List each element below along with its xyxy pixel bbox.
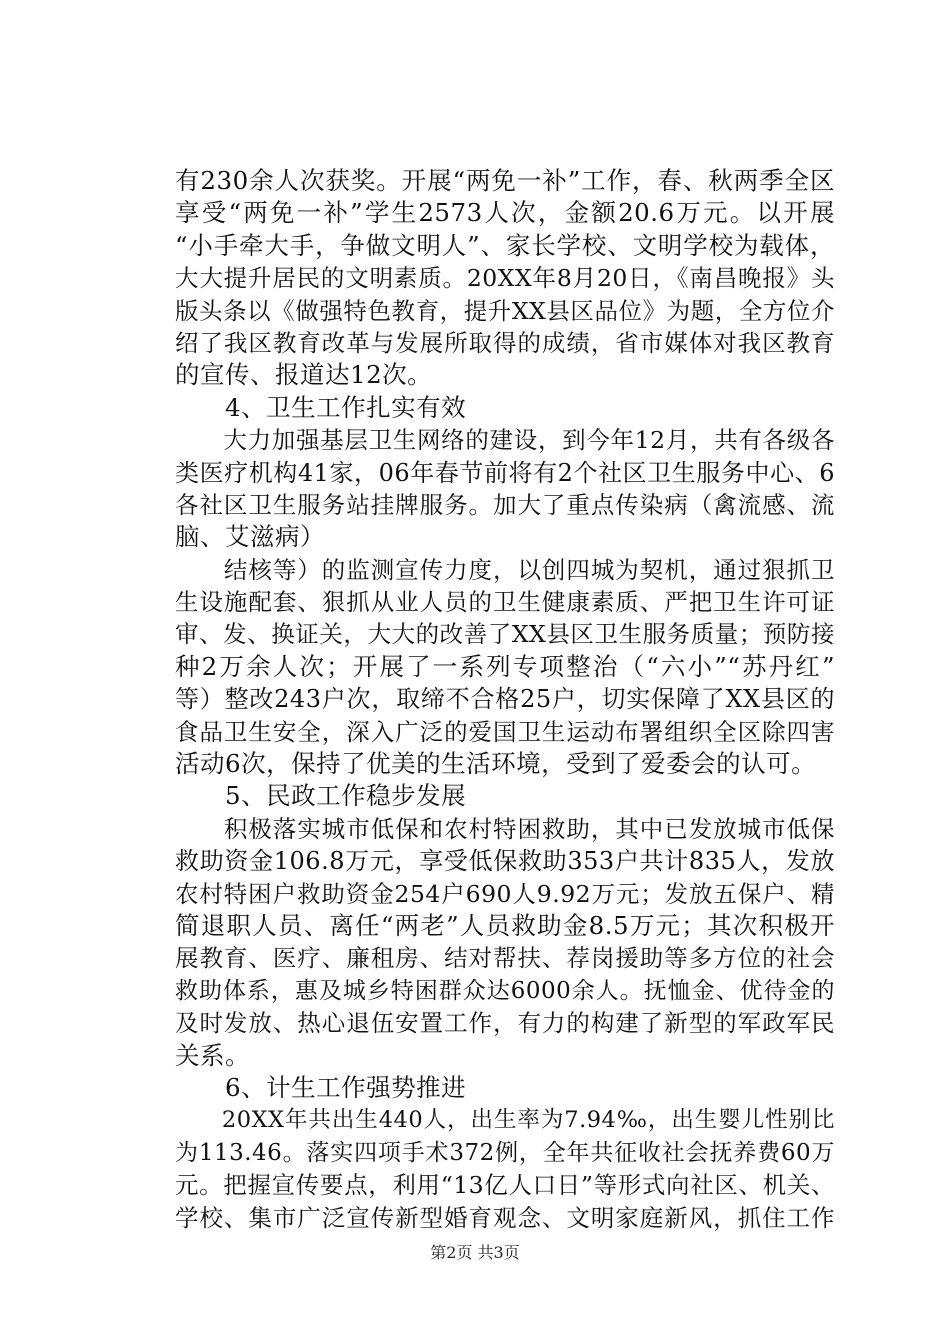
document-line: 的宣传、报道达12次。 (175, 360, 433, 390)
document-line: 救助资金106.8万元，享受低保救助353户共计835人，发放 (175, 847, 835, 876)
document-line: 学校、集市广泛宣传新型婚育观念、文明家庭新风，抓住工作 (175, 1203, 835, 1232)
document-line: 有230余人次获奖。开展“两免一补”工作，春、秋两季全区 (175, 166, 835, 195)
document-line: 简退职人员、离任“两老”人员救助金8.5万元；其次积极开 (175, 910, 835, 940)
document-line: 种2万余人次；开展了一系列专项整治（“六小”“苏丹红” (175, 651, 835, 681)
document-line: 等）整改243户次，取缔不合格25户，切实保障了XX县区的 (175, 685, 835, 714)
document-line: 20XX年共出生440人，出生率为7.94‰，出生婴儿性别比 (175, 1107, 835, 1134)
document-line: 活动6次，保持了优美的生活环境，受到了爱委会的认可。 (175, 749, 817, 779)
document-line: 生设施配套、狠抓从业人员的卫生健康素质、严把卫生许可证 (175, 588, 835, 617)
page-footer: 第2页 共3页 (430, 1243, 520, 1262)
document-line: 享受“两免一补”学生2573人次，金额20.6万元。以开展 (175, 198, 835, 228)
document-line: 绍了我区教育改革与发展所取得的成绩，省市媒体对我区教育 (175, 328, 835, 357)
document-line: 展教育、医疗、廉租房、结对帮扶、荐岗援助等多方位的社会 (175, 944, 835, 973)
document-line: 大力加强基层卫生网络的建设，到今年12月，共有各级各 (175, 426, 835, 455)
document-line: 版头条以《做强特色教育，提升XX县区品位》为题，全方位介 (175, 296, 835, 325)
document-line: 为113.46。落实四项手术372例，全年共征收社会抚养费60万 (175, 1139, 835, 1166)
document-line: 审、发、换证关，大大的改善了XX县区卫生服务质量；预防接 (175, 620, 835, 649)
document-line: 救助体系，惠及城乡特困群众达6000余人。抚恤金、优待金的 (175, 977, 835, 1004)
document-line: 农村特困户救助资金254户690人9.92万元；发放五保户、精 (175, 879, 835, 908)
document-line: 积极落实城市低保和农村特困救助，其中已发放城市低保 (175, 814, 835, 843)
document-line: 关系。 (175, 1040, 250, 1070)
document-line: “小手牵大手，争做文明人”、家长学校、文明学校为载体， (175, 230, 835, 260)
document-line: 4、卫生工作扎实有效 (175, 392, 467, 422)
document-line: 6、计生工作强势推进 (175, 1072, 467, 1102)
document-line: 各社区卫生服务站挂牌服务。加大了重点传染病（禽流感、流 (175, 490, 835, 519)
document-line: 大大提升居民的文明素质。20XX年8月20日，《南昌晚报》头 (175, 264, 835, 293)
document-line: 食品卫生安全，深入广泛的爱国卫生运动布署组织全区除四害 (175, 717, 835, 746)
document-line: 脑、艾滋病） (175, 522, 325, 552)
document-line: 元。把握宣传要点，利用“13亿人口日”等形式向社区、机关、 (175, 1171, 835, 1200)
document-line: 5、民政工作稳步发展 (175, 781, 467, 811)
document-line: 及时发放、热心退伍安置工作，有力的构建了新型的军政军民 (175, 1009, 835, 1038)
document-body (175, 165, 835, 1234)
document-line: 结核等）的监测宣传力度，以创四城为契机，通过狠抓卫 (175, 555, 835, 584)
document-line: 类医疗机构41家，06年春节前将有2个社区卫生服务中心、6 (175, 458, 835, 487)
